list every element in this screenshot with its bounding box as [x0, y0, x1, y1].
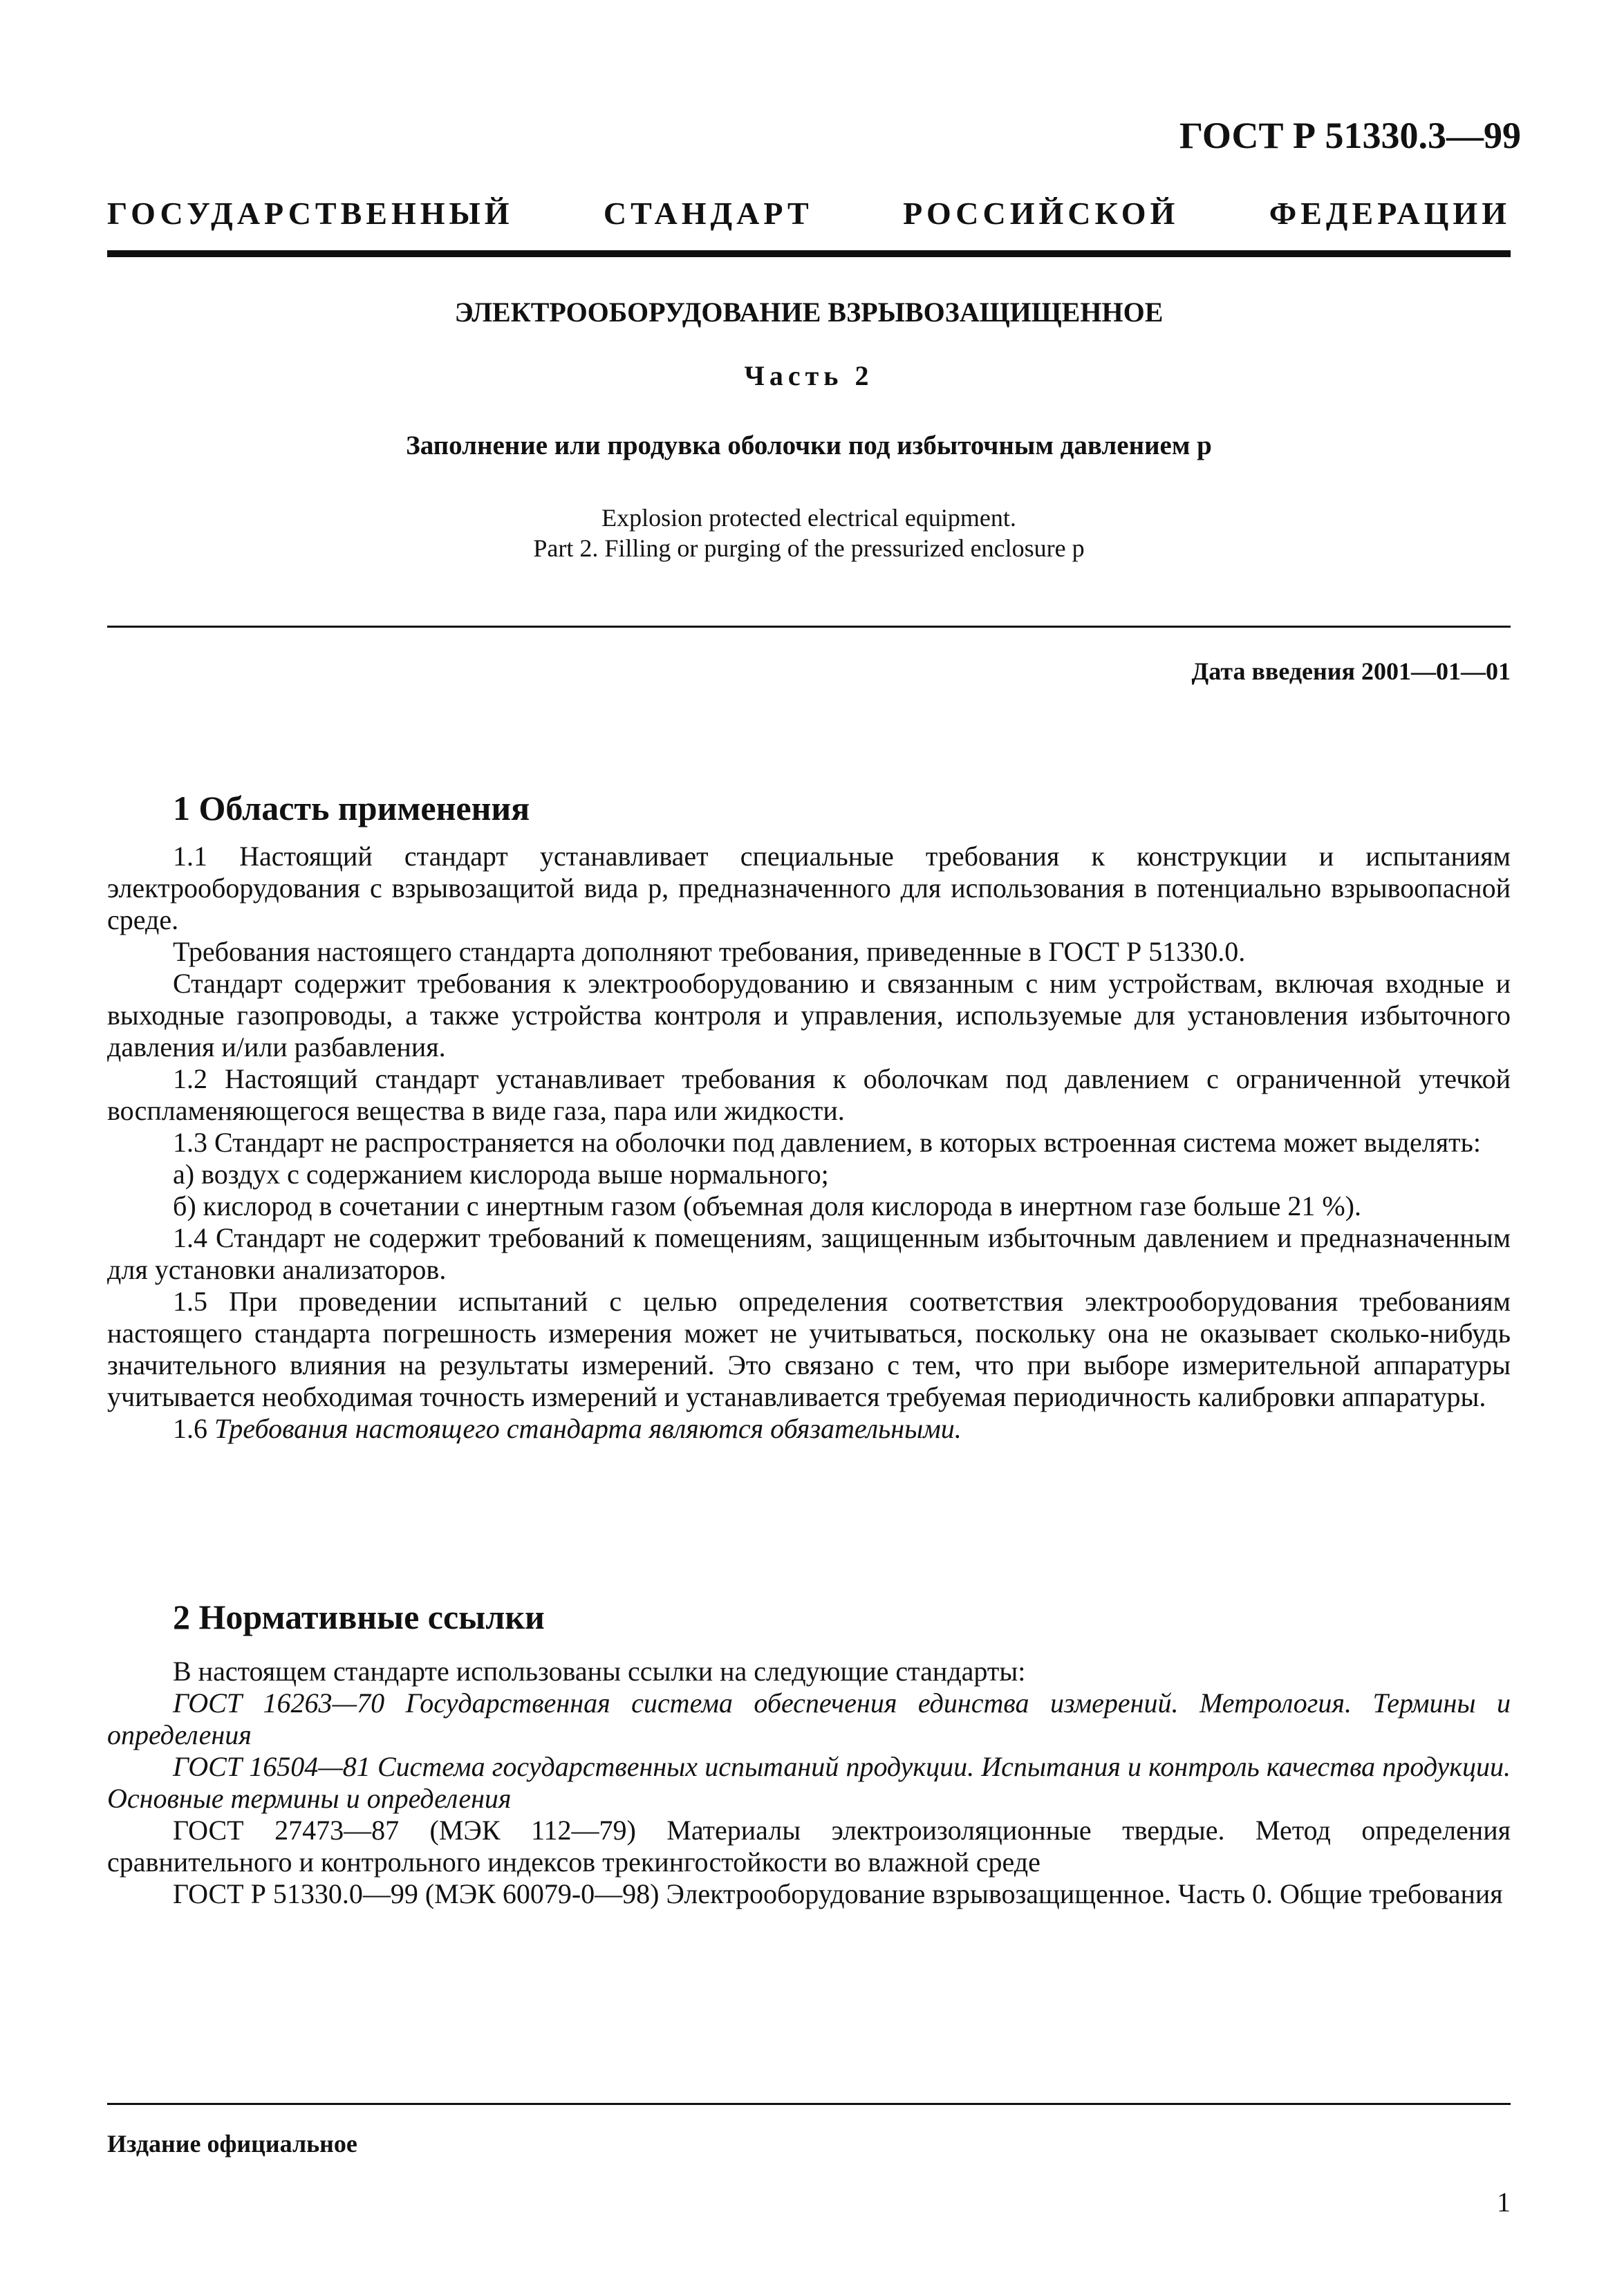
paragraph: [107, 1413, 1511, 1445]
paragraph: 1.1 Настоящий стандарт устанавливает специальные требования к конструкции и испытаниям электрооборудования с взрывозащитой вида p, предназначенного для использования в потенциально взрывоопасной среде.: [107, 841, 1511, 935]
paragraph: Стандарт содержит требования к электрооборудованию и связанным с ним устройствам, включая входные и выходные газопроводы, а также устройства контроля и управления, используемые для установления избыточного давления и/или разбавления.: [107, 968, 1511, 1063]
paragraph: Требования настоящего стандарта дополняют требования, приведенные в ГОСТ Р 51330.0.: [173, 936, 1246, 967]
page-number: 1: [1497, 2187, 1511, 2218]
list-item: а) воздух с содержанием кислорода выше нормального;: [173, 1159, 829, 1190]
reference-item: ГОСТ Р 51330.0—99 (МЭК 60079-0—98) Электрооборудование взрывозащищенное. Часть 0. Общие требования: [173, 1878, 1503, 1909]
paragraph: 1.5 При проведении испытаний с целью определения соответствия электрооборудования требованиям настоящего стандарта погрешность измерения может не учитываться, поскольку она не оказывает сколько-нибудь значительного влияния на результаты измерений. Это связано с тем, что при выборе измерительной аппаратуры учитывается необходимая точность измерений и устанавливается требуемая периодичность калибровки аппаратуры.: [107, 1286, 1511, 1412]
list-item: б) кислород в сочетании с инертным газом (объемная доля кислорода в инертном газе больше 21 %).: [173, 1190, 1361, 1222]
state-standard-header: ГОСУДАРСТВЕННЫЙ СТАНДАРТ РОССИЙСКОЙ ФЕДЕРАЦИИ: [107, 196, 1511, 231]
edition-label: Издание официальное: [107, 2130, 357, 2158]
paragraph: 1.3 Стандарт не распространяется на оболочки под давлением, в которых встроенная система может выделять:: [173, 1127, 1481, 1158]
section-2-body: [107, 1656, 1511, 1910]
document-subtitle: Заполнение или продувка оболочки под избыточным давлением p: [406, 431, 1212, 460]
section-1-body: [107, 841, 1511, 1445]
document-title: ЭЛЕКТРООБОРУДОВАНИЕ ВЗРЫВОЗАЩИЩЕННОЕ: [454, 297, 1164, 328]
paragraph: В настоящем стандарте использованы ссылки на следующие стандарты:: [173, 1656, 1026, 1687]
header-rule: [107, 250, 1511, 257]
english-title-line-1: Explosion protected electrical equipment.: [601, 504, 1016, 532]
paragraph-number: 1.6: [173, 1413, 207, 1444]
section-1-heading: 1 Область применения: [173, 789, 530, 827]
part-label: Часть 2: [744, 360, 874, 391]
section-2-heading: 2 Нормативные ссылки: [173, 1598, 545, 1636]
mandatory-note: Требования настоящего стандарта являются обязательными.: [214, 1413, 962, 1444]
footer-rule: [107, 2103, 1511, 2105]
title-rule: [107, 626, 1511, 628]
paragraph: 1.4 Стандарт не содержит требований к помещениям, защищенным избыточным давлением и предназначенным для установки анализаторов.: [107, 1222, 1511, 1285]
reference-item: ГОСТ 16263—70 Государственная система обеспечения единства измерений. Метрология. Термины и определения: [107, 1687, 1511, 1750]
paragraph: 1.2 Настоящий стандарт устанавливает требования к оболочкам под давлением с ограниченной утечкой воспламеняющегося вещества в виде газа, пара или жидкости.: [107, 1063, 1511, 1126]
reference-item: ГОСТ 16504—81 Система государственных испытаний продукции. Испытания и контроль качества продукции. Основные термины и определения: [107, 1751, 1511, 1814]
standard-code: ГОСТ Р 51330.3—99: [1179, 115, 1521, 156]
english-title-line-2: Part 2. Filling or purging of the pressurized enclosure p: [533, 534, 1085, 562]
date-introduced: Дата введения 2001—01—01: [1191, 657, 1511, 685]
reference-item: ГОСТ 27473—87 (МЭК 112—79) Материалы электроизоляционные твердые. Метод определения сравнительного и контрольного индексов трекингостойкости во влажной среде: [107, 1815, 1511, 1878]
